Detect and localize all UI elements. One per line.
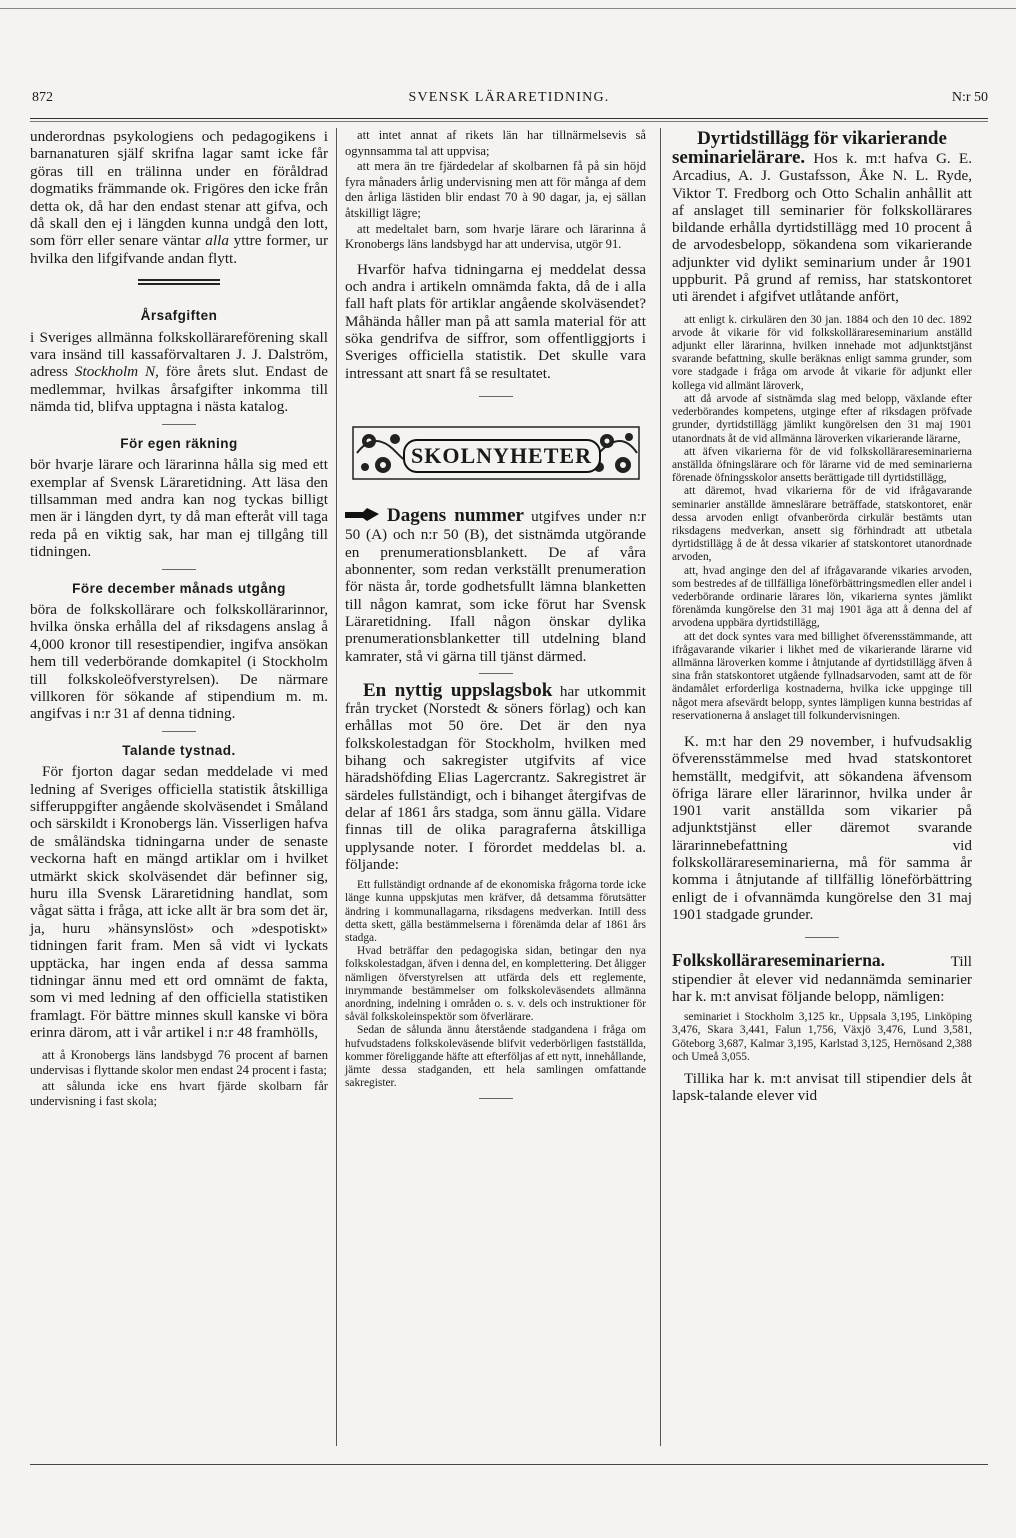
paragraph-tillika: Tillika har k. m:t anvisat till stipendier dels åt lapsk-talande elever vid (672, 1069, 972, 1105)
short-divider (479, 673, 513, 674)
column-1 (30, 128, 328, 1110)
italic-word: alla (205, 232, 229, 250)
paragraph-egen-rakning: bör hvarje lärare och lärarinna hålla sig med ett exemplar af Svensk Läraretidning. Att läsa den tillsamman med andra kan nog tyckas billigt men är i längden dyrt, ty då man efteråt vill taga reda på en viktig sak, har man ej tillgång till tidningen. (30, 456, 328, 561)
quote-small-3: att äfven vikarierna för de vid folkskollärareseminarierna anställda öfningslärare och för lärarne vid de med seminarierna förenade öfningsskolor ansetts berättigade till dyrtidstillägg, (672, 445, 972, 485)
paragraph-dyrtidstillagg (672, 128, 972, 306)
column-divider-1 (336, 128, 337, 1446)
stipend-list: seminariet i Stockholm 3,125 kr., Uppsala 3,195, Linköping 3,476, Skara 3,441, Falun 1,756, Växjö 3,476, Lund 3,581, Göteborg 3,687, Kalmar 3,195, Karlstad 3,125, Hernösand 2,388 och Umeå 3,055. (672, 1011, 972, 1063)
paragraph-folkskollarareseminarierna (672, 952, 972, 1005)
quote-small-3: Sedan de sålunda ännu återstående stadgandena i fråga om hufvudstadens folkskoleväsende blifvit vederbörligen fastställda, kommer föreliggande häfte att efterföljas af ett nytt, innehållande, jämte dessa stadganden, ett hela samlingen omfattande sakregister. (345, 1024, 646, 1090)
lead-dagens-nummer: Dagens nummer (387, 504, 524, 526)
heading-december: Före december månads utgång (72, 580, 286, 596)
heading-talande-tystnad: Talande tystnad. (122, 742, 236, 758)
text-run: Till stipendier åt elever vid nedannämda seminarier har k. m:t anvisat följande belopp, nämligen: (672, 953, 972, 1005)
newspaper-title: SVENSK LÄRARETIDNING. (408, 90, 610, 105)
column-3 (672, 128, 972, 1105)
quote-item-2: att sålunda icke ens hvart fjärde skolbarn får undervisning i fast skola; (30, 1078, 328, 1109)
quote-item-5: att medeltalet barn, som hvarje lärare och lärarinna å Kronobergs läns landsbygd har att undervisa, utgör 91. (345, 221, 646, 252)
paragraph-dagens-nummer (345, 504, 646, 665)
quote-small-1: Ett fullständigt ordnande af de ekonomiska frågorna torde icke länge kunna uppskjutas men kräfver, då detsamma förutsätter ändring i kommunallagarna, riksdagens medverkan. Intill dess detta skett, gälla bestämmelserna i förenämda delar af 1861 års stadga. (345, 879, 646, 944)
paragraph-nyttig-uppslagsbok (345, 679, 646, 873)
short-divider (805, 937, 839, 938)
article-continuation (30, 128, 328, 267)
issue-number: N:r 50 (951, 90, 988, 105)
italic-address: Stockholm N, (74, 363, 159, 381)
text-run: före årets slut. Endast de medlemmar, hvilkas årsafgifter inkomma till nämda tid, blifva upptagna i nästa katalog. (30, 363, 329, 416)
heading-dyrtidstillagg: Dyrtidstillägg för vikarierande (697, 128, 947, 149)
bottom-rule (30, 1464, 988, 1465)
column-2 (345, 128, 646, 1107)
section-divider (138, 279, 220, 285)
quote-small-2: Hvad beträffar den pedagogiska sidan, betingar den nya folkskolestadgan, äfven i denna del, en komplettering. Det åligger nämligen öfverstyrelsen att utfärda dels ett reglemente, inrymmande bestämmelser om folkskoleväsendets allmänna anordning, indelning i områden o. s. v. dels och instruktioner för såväl folkskoleinspektör som öfverlärare. (345, 945, 646, 1024)
quote-item-4: att mera än tre fjärdedelar af skolbarnen få på sin höjd fyra månaders årlig undervisning men att för många af dem den årliga lästiden blir endast 70 à 90 dagar, ja, ej sällan åtskilligt lägre; (345, 159, 646, 220)
quote-small-4: att däremot, hvad vikarierna för de vid ifrågavarande seminarier anställde ämneslärare beträffade, statskontoret, enär dessa arvoden enligt ofvanberörda cirkulär bestämts utan riksdagens medverkan, ansett sig förhindradt att utbetala dyrtidstillägg å de åt dessa vikarier af statskontoret utanordnade arvoden, (672, 485, 972, 564)
text-run: Hos k. m:t hafva G. E. Arcadius, A. J. Gustafsson, Åke N. L. Ryde, Viktor T. Fredborg och Otto Schalin anhållit att af anslaget till seminarier för folkskollärares bildande erhålla dyrtidstillägg med 10 procent å de arvodesbelopp, sökandena som vikarierande adjunkter vid dylikt seminarium under år 1901 uppburit. På grund af remiss, har statskontoret uti ärendet i afgifvet utlåtande anfört, (672, 150, 973, 306)
short-divider (479, 1098, 513, 1099)
quote-small-2: att då arvode af sistnämda slag med belopp, växlande efter vederbörandes kompetens, utginge efter af riksdagen pröfvade grunder, dyrtidstillägg jämlikt kungörelsen den 31 maj 1901 utanordnats åt de vid allmänna läroverken vikarierande lärarne, (672, 392, 972, 445)
text-run: har utkommit från trycket (Norstedt & söners förlag) och kan erhållas mot 50 öre. Det är den nya folkskolestadgan för Stockholm, hvilken med bihang och sakregister utgifvits af vice häradshöfding Elias Lagercrantz. Sakregistret är särdeles fullständigt, och i bihanget återgifvas de delar af 1861 års stadga, som ännu gälla. Vidare finnas till de olika paragraferna åtskilliga upplysande noter. I förordet meddelas bl. a. följande: (345, 682, 646, 873)
short-divider (479, 396, 513, 397)
column-divider-2 (660, 128, 661, 1446)
page-header (30, 90, 988, 112)
paragraph-december: böra de folkskollärare och folkskollärarinnor, hvilka önska erhålla del af riksdagens anslag å 4,000 kronor till resestipendier, ingifva ansökan hem till vederbörande domkapitel (i Stockholm till folkskoleöfverstyrelsen). De närmare villkoren för sökande af stipendium m. m. angifvas i n:r 31 af denna tidning. (30, 600, 328, 723)
text-run: utgifves under n:r 50 (A) och n:r 50 (B), det sistnämda utgörande en prenumerationsblankett. De af våra abonnenter, som redan verkställt prenumeration för nästa år, torde godhetsfullt lämna blanketten till någon kamrat, som icke förut har Svensk Läraretidning. Ifall någon önskar dylika prenumerationsblanketter till utdelning bland kamrater, stå vi gärna till tjänst därmed. (345, 507, 646, 665)
header-rule (30, 118, 988, 119)
text-run: yttre former, ur hvilka den lifgifvande andan flytt. (30, 232, 329, 267)
short-divider (162, 569, 196, 570)
pointing-hand-icon (345, 508, 379, 526)
quote-small-6: att det dock syntes vara med billighet öfverensstämmande, att ifrågavarande vikarier i likhet med de vikarierande lärarne vid allmänna läroverken komme i åtnjutande af dyrtidstillägg äfven å sina från statskontoret utgående fyllnadsarvoden, samt att de för ändamålet erforderliga kostnaderna, hvilka icke uppginge till något mera afsevärdt belopp, syntes lämpligen kunna bestridas af reservationerna å anslaget till folkundervisningen. (672, 630, 972, 722)
text-run: underordnas psykologiens och pedagogikens i barnanaturen själf skrifna lagar samt icke får göras till en trälinna under en föråldrad dogmatiks främmande ok. Frigöres den icke från detta ok, då har den endast stenar att gifva, och då skall den ej i längden kunna undgå den lott, som förr eller senare väntar (30, 128, 328, 250)
quote-small-1: att enligt k. cirkulären den 30 jan. 1884 och den 10 dec. 1892 arvode åt vikarie för vid folkskollärareseminarium anställd adjunkt eller lärarinna, hvilken innehade mot adjunktstjänst svarande befattning, skulle beräknas enligt samma grunder, som vore stadgade i fråga om arvode åt vikarie för adjunkt eller kollega vid allmänt läroverk, (672, 313, 972, 392)
heading-egen-rakning: För egen räkning (120, 435, 238, 451)
skolnyheter-banner (351, 421, 641, 485)
lead-nyttig-uppslagsbok: En nyttig uppslagsbok (363, 679, 553, 701)
quote-item-1: att å Kronobergs läns landsbygd 76 procent af barnen undervisas i flyttande skolor men endast 24 procent i fasta; (30, 1047, 328, 1078)
heading-dyrtidstillagg-end: seminarielärare. (672, 147, 806, 168)
paragraph-arsafgiften (30, 329, 328, 416)
page-number: 872 (32, 90, 53, 105)
paragraph-hvarfor: Hvarför hafva tidningarna ej meddelat dessa och andra i artikeln omnämda fakta, då de i alla fall haft plats för artiklar angående skolväsendet? Måhända håller man på att samla material för att söka gendrifva de siffror, som offentliggjorts i Sveriges officiella statistik. Det skulle vara intressant att snart få se resultatet. (345, 260, 646, 382)
heading-arsafgiften: Årsafgiften (140, 308, 218, 324)
quote-small-5: att, hvad anginge den del af ifrågavarande vikaries arvoden, som bestredes af de tillfälliga löneförbättringsmedlen eller andel i vederbörande ordinarie lärares lön, vikarierna syntes jämlikt förenämda kungörelse den 31 maj 1901 äga att å denna del af arvodena uppbära dyrtidstillägg, (672, 564, 972, 630)
paragraph-talande-tystnad: För fjorton dagar sedan meddelade vi med ledning af Sveriges officiella statistik åtskilliga sifferuppgifter angående skolväsendet i Småland och särskildt i Kronobergs län. Visserligen hafva de småländska tidningarna under de senaste veckorna haft en mängd artiklar om i hvilket utmärkt skick skolväsendet där befinner sig, huru illa Svensk Läraretidning handlat, som vågat sätta i fråga, att icke allt är bra som det är, ja, huru »hänsynslöst» och »despotiskt» tidningen farit fram. Men så vidt vi lyckats upptäcka, har ingen enda af dessa samma tidningar ännu med ett ord omnämt de fakta, som vi med ledning af den officiella statistiken framlagt. För bättre minnes skull kanske vi böra erinra därom, att i vår artikel i n:r 48 framhölls, (30, 763, 328, 1042)
heading-folkskollarareseminarierna: Folkskollärareseminarierna. (672, 950, 886, 971)
paragraph-km-beslut: K. m:t har den 29 november, i hufvudsaklig öfverensstämmelse med hvad statskontoret hemställt, medgifvit, att sökandena äfvensom öfriga lärare eller lärarinnor, hvilka under år 1901 varit anställda som vikarier på adjunktstjänst eller däremot svarande lärarinnebefattning vid folkskollärareseminarierna, må för samma år komma i åtnjutande af tillfällig löneförbättring enligt de i ofvannämda kungörelse den 31 maj 1901 stadgade grunder. (672, 732, 972, 923)
short-divider (162, 424, 196, 425)
short-divider (162, 731, 196, 732)
top-border (0, 8, 1016, 9)
quote-item-3: att intet annat af rikets län har tillnärmelsevis så ogynnsamma tal att uppvisa; (345, 128, 646, 158)
banner-title: SKOLNYHETER (403, 439, 601, 473)
header-rule-thin (30, 121, 988, 122)
text-run: i Sveriges allmänna folkskollärareförening skall vara insänd till kassaförvaltaren J. J. Dalström, adress (30, 328, 328, 381)
